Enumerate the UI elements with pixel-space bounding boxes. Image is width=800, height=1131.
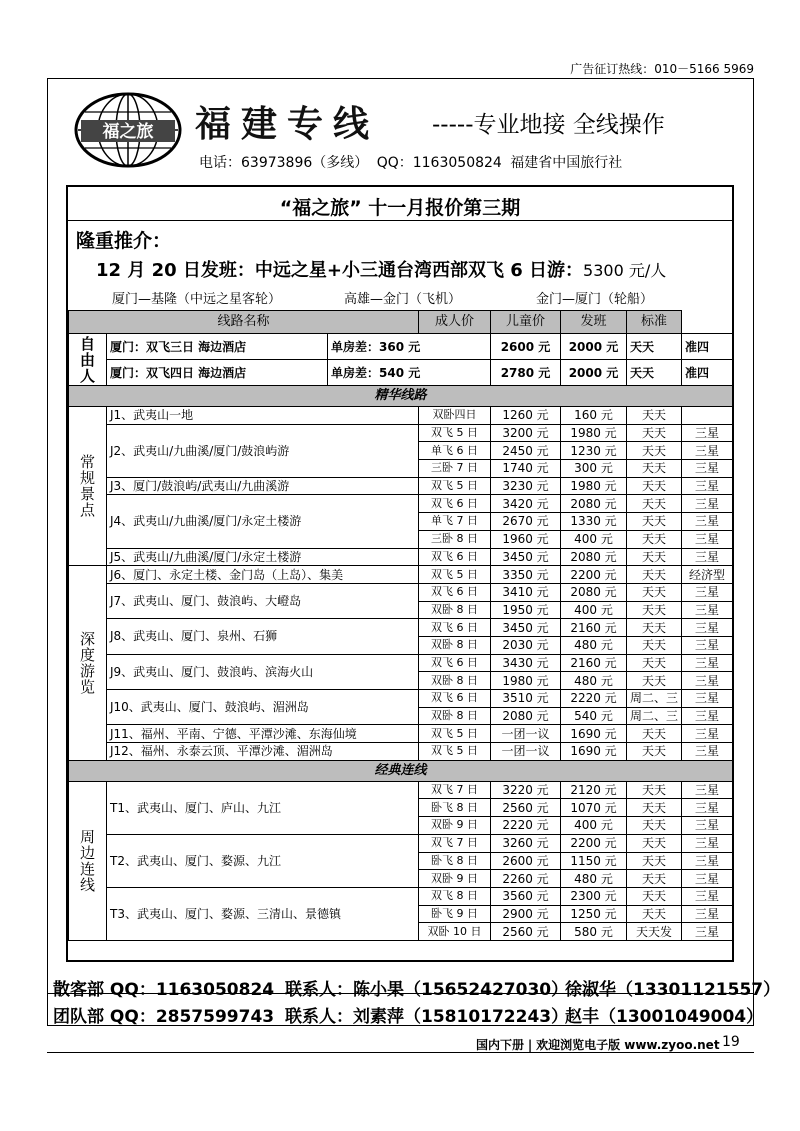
departure: 周二、三 — [627, 707, 682, 725]
departure: 天天 — [627, 905, 682, 923]
route-name: J8、武夷山、厦门、泉州、石狮 — [107, 619, 419, 654]
table-row — [69, 548, 733, 566]
category-cell — [69, 781, 107, 940]
departure: 天天 — [627, 334, 682, 360]
standard: 三星 — [682, 923, 733, 941]
standard: 准四 — [682, 334, 733, 360]
duration: 单飞 6 日 — [419, 442, 491, 460]
page-footer: 国内下册 | 欢迎浏览电子版 www.zyoo.net — [476, 1038, 720, 1052]
departure: 天天发 — [627, 923, 682, 941]
logo-text: 福之旅 — [102, 122, 154, 142]
adult-price: 3410 元 — [491, 583, 561, 601]
duration: 双飞 6 日 — [419, 548, 491, 566]
child-price: 160 元 — [561, 407, 627, 425]
child-price: 480 元 — [561, 636, 627, 654]
duration: 卧飞 8 日 — [419, 799, 491, 817]
table-row — [69, 583, 733, 601]
col-adult: 成人价 — [419, 311, 491, 334]
child-price: 2220 元 — [561, 690, 627, 708]
child-price: 2080 元 — [561, 583, 627, 601]
footer-section: 国内下册 — [476, 1038, 525, 1052]
adult-price: 一团一议 — [491, 725, 561, 743]
duration: 双飞 5 日 — [419, 725, 491, 743]
category-cell-label: 周边连线 — [79, 827, 95, 894]
adult-price: 2780 元 — [491, 360, 561, 386]
child-price: 400 元 — [561, 530, 627, 548]
promo-line — [96, 256, 666, 282]
col-dep: 发班 — [561, 311, 627, 334]
duration: 双卧四日 — [419, 407, 491, 425]
adult-price: 1950 元 — [491, 601, 561, 619]
duration: 单飞 7 日 — [419, 513, 491, 531]
departure: 天天 — [627, 548, 682, 566]
standard: 三星 — [682, 887, 733, 905]
child-price: 1230 元 — [561, 442, 627, 460]
child-price: 300 元 — [561, 460, 627, 478]
col-route: 线路名称 — [69, 311, 419, 334]
table-row — [69, 654, 733, 672]
duration: 双卧 9 日 — [419, 817, 491, 835]
standard: 准四 — [682, 360, 733, 386]
child-price: 400 元 — [561, 601, 627, 619]
child-price: 1980 元 — [561, 424, 627, 442]
table-row — [69, 360, 733, 386]
departure: 天天 — [627, 442, 682, 460]
route-name: J4、武夷山/九曲溪/厦门/永定土楼游 — [107, 495, 419, 548]
route-name: 厦门：双飞四日 海边酒店 — [107, 360, 328, 386]
room-supplement: 单房差：360 元 — [328, 334, 491, 360]
contact-line: 电话：63973896（多线） QQ：1163050824 福建省中国旅行社 — [199, 155, 623, 171]
departure: 天天 — [627, 583, 682, 601]
duration: 卧飞 9 日 — [419, 905, 491, 923]
header — [47, 78, 754, 178]
category-cell — [69, 566, 107, 761]
adult-price: 3450 元 — [491, 548, 561, 566]
standard: 三星 — [682, 495, 733, 513]
standard: 三星 — [682, 707, 733, 725]
standard: 三星 — [682, 817, 733, 835]
standard: 三星 — [682, 834, 733, 852]
group-contact: 联系人：刘素萍（15810172243） — [285, 1007, 569, 1027]
route-name: T2、武夷山、厦门、婺源、九江 — [107, 834, 419, 887]
route-name: J9、武夷山、厦门、鼓浪屿、滨海火山 — [107, 654, 419, 689]
table-row — [69, 725, 733, 743]
adult-price: 3260 元 — [491, 834, 561, 852]
adult-price: 一团一议 — [491, 743, 561, 761]
departure: 天天 — [627, 870, 682, 888]
departure: 天天 — [627, 781, 682, 799]
departure: 天天 — [627, 477, 682, 495]
child-price: 2080 元 — [561, 495, 627, 513]
route-name: 厦门：双飞三日 海边酒店 — [107, 334, 328, 360]
departure: 天天 — [627, 887, 682, 905]
departure: 天天 — [627, 672, 682, 690]
adult-price: 2260 元 — [491, 870, 561, 888]
promo-route: 厦门—基隆（中远之星客轮） — [112, 292, 282, 307]
retail-contact-row — [53, 975, 781, 1000]
promo-route: 高雄—金门（飞机） — [344, 292, 462, 307]
departure: 天天 — [627, 407, 682, 425]
section-row — [69, 386, 733, 407]
duration: 双飞 5 日 — [419, 566, 491, 584]
adult-price: 3220 元 — [491, 781, 561, 799]
departure: 天天 — [627, 513, 682, 531]
footer-slogan: 欢迎浏览电子版 www.zyoo.net — [536, 1038, 720, 1052]
standard: 三星 — [682, 870, 733, 888]
section-row — [69, 760, 733, 781]
category-cell-label: 自由人 — [79, 334, 95, 385]
adult-price: 2670 元 — [491, 513, 561, 531]
child-price: 1070 元 — [561, 799, 627, 817]
table-row — [69, 407, 733, 425]
brand-name: 福建专线 — [195, 104, 380, 145]
route-name: J12、福州、永泰云顶、平潭沙滩、湄洲岛 — [107, 743, 419, 761]
child-price: 2000 元 — [561, 360, 627, 386]
standard: 三星 — [682, 460, 733, 478]
standard: 三星 — [682, 619, 733, 637]
table-row — [69, 781, 733, 799]
departure: 天天 — [627, 654, 682, 672]
globe-logo-icon — [73, 92, 183, 168]
group-qq: 团队部 QQ：2857599743 — [53, 1007, 275, 1027]
standard: 三星 — [682, 690, 733, 708]
departure: 天天 — [627, 460, 682, 478]
standard: 三星 — [682, 477, 733, 495]
retail-qq: 散客部 QQ：1163050824 — [53, 980, 275, 1000]
child-price: 2120 元 — [561, 781, 627, 799]
table-row — [69, 690, 733, 708]
promo-route: 金门—厦门（轮船） — [536, 292, 654, 307]
child-price: 2200 元 — [561, 566, 627, 584]
section-title: 经典连线 — [69, 760, 733, 781]
child-price: 1690 元 — [561, 743, 627, 761]
child-price: 480 元 — [561, 870, 627, 888]
child-price: 1690 元 — [561, 725, 627, 743]
adult-price: 2600 元 — [491, 334, 561, 360]
table-row — [69, 477, 733, 495]
standard: 三星 — [682, 513, 733, 531]
table-row — [69, 743, 733, 761]
ad-hotline: 广告征订热线：010－5166 5969 — [570, 62, 754, 76]
adult-price: 1960 元 — [491, 530, 561, 548]
adult-price: 3420 元 — [491, 495, 561, 513]
departure: 天天 — [627, 495, 682, 513]
duration: 双卧 8 日 — [419, 636, 491, 654]
standard: 三星 — [682, 781, 733, 799]
standard: 三星 — [682, 442, 733, 460]
child-price: 540 元 — [561, 707, 627, 725]
departure: 周二、三 — [627, 690, 682, 708]
table-row — [69, 834, 733, 852]
table-row — [69, 495, 733, 513]
col-std: 标准 — [627, 311, 682, 334]
adult-price: 3230 元 — [491, 477, 561, 495]
departure: 天天 — [627, 834, 682, 852]
duration: 双飞 6 日 — [419, 495, 491, 513]
child-price: 580 元 — [561, 923, 627, 941]
duration: 双卧 9 日 — [419, 870, 491, 888]
duration: 双卧 8 日 — [419, 601, 491, 619]
standard: 三星 — [682, 743, 733, 761]
duration: 双飞 5 日 — [419, 424, 491, 442]
page-number: 19 — [722, 1034, 740, 1050]
departure: 天天 — [627, 725, 682, 743]
child-price: 1330 元 — [561, 513, 627, 531]
retail-contact-2: 徐淑华（13301121557） — [565, 980, 781, 1000]
standard: 三星 — [682, 672, 733, 690]
child-price: 1150 元 — [561, 852, 627, 870]
price-box — [66, 185, 734, 962]
table-row — [69, 334, 733, 360]
standard: 三星 — [682, 725, 733, 743]
child-price: 2160 元 — [561, 619, 627, 637]
adult-price: 2080 元 — [491, 707, 561, 725]
duration: 双飞 5 日 — [419, 743, 491, 761]
table-row — [69, 424, 733, 442]
child-price: 400 元 — [561, 817, 627, 835]
adult-price: 3350 元 — [491, 566, 561, 584]
table-row — [69, 887, 733, 905]
brand-slogan: -----专业地接 全线操作 — [432, 112, 665, 138]
adult-price: 2560 元 — [491, 923, 561, 941]
category-cell-label: 常规景点 — [79, 453, 95, 520]
departure: 天天 — [627, 601, 682, 619]
adult-price: 3560 元 — [491, 887, 561, 905]
adult-price: 3430 元 — [491, 654, 561, 672]
duration: 三卧 8 日 — [419, 530, 491, 548]
route-name: T1、武夷山、厦门、庐山、九江 — [107, 781, 419, 834]
route-name: J1、武夷山一地 — [107, 407, 419, 425]
child-price: 1980 元 — [561, 477, 627, 495]
route-name: J11、福州、平南、宁德、平潭沙滩、东海仙境 — [107, 725, 419, 743]
adult-price: 2450 元 — [491, 442, 561, 460]
standard — [682, 407, 733, 425]
child-price: 2160 元 — [561, 654, 627, 672]
table-header — [69, 311, 733, 334]
adult-price: 2600 元 — [491, 852, 561, 870]
departure: 天天 — [627, 852, 682, 870]
departure: 天天 — [627, 360, 682, 386]
standard: 三星 — [682, 852, 733, 870]
adult-price: 2560 元 — [491, 799, 561, 817]
standard: 三星 — [682, 905, 733, 923]
departure: 天天 — [627, 619, 682, 637]
departure: 天天 — [627, 743, 682, 761]
duration: 双飞 5 日 — [419, 477, 491, 495]
duration: 双飞 6 日 — [419, 654, 491, 672]
route-name: J2、武夷山/九曲溪/厦门/鼓浪屿游 — [107, 424, 419, 477]
adult-price: 3510 元 — [491, 690, 561, 708]
promo-text: 12 月 20 日发班：中远之星+小三通台湾西部双飞 6 日游： — [96, 260, 584, 281]
room-supplement: 单房差：540 元 — [328, 360, 491, 386]
category-cell — [69, 407, 107, 566]
table-row — [69, 619, 733, 637]
duration: 双飞 7 日 — [419, 781, 491, 799]
standard: 经济型 — [682, 566, 733, 584]
table-row — [69, 566, 733, 584]
route-name: J7、武夷山、厦门、鼓浪屿、大嶝岛 — [107, 583, 419, 618]
route-name: J3、厦门/鼓浪屿/武夷山/九曲溪游 — [107, 477, 419, 495]
duration: 双卧 10 日 — [419, 923, 491, 941]
price-table — [68, 310, 733, 941]
standard: 三星 — [682, 424, 733, 442]
standard: 三星 — [682, 601, 733, 619]
child-price: 2300 元 — [561, 887, 627, 905]
section-title: 精华线路 — [69, 386, 733, 407]
standard: 三星 — [682, 548, 733, 566]
duration: 双飞 6 日 — [419, 583, 491, 601]
duration: 双飞 6 日 — [419, 690, 491, 708]
route-name: T3、武夷山、厦门、婺源、三清山、景德镇 — [107, 887, 419, 940]
standard: 三星 — [682, 530, 733, 548]
retail-contact: 联系人：陈小果（15652427030） — [285, 980, 569, 1000]
child-price: 2200 元 — [561, 834, 627, 852]
duration: 双飞 6 日 — [419, 619, 491, 637]
adult-price: 1260 元 — [491, 407, 561, 425]
adult-price: 2900 元 — [491, 905, 561, 923]
duration: 双飞 7 日 — [419, 834, 491, 852]
child-price: 1250 元 — [561, 905, 627, 923]
standard: 三星 — [682, 654, 733, 672]
standard: 三星 — [682, 583, 733, 601]
route-name: J5、武夷山/九曲溪/厦门/永定土楼游 — [107, 548, 419, 566]
title-divider — [68, 220, 732, 221]
departure: 天天 — [627, 636, 682, 654]
duration: 双卧 8 日 — [419, 707, 491, 725]
footer-divider — [47, 993, 754, 994]
duration: 三卧 7 日 — [419, 460, 491, 478]
departure: 天天 — [627, 530, 682, 548]
category-cell — [69, 334, 107, 386]
departure: 天天 — [627, 799, 682, 817]
departure: 天天 — [627, 424, 682, 442]
adult-price: 2220 元 — [491, 817, 561, 835]
category-cell-label: 深度游览 — [79, 629, 95, 696]
adult-price: 2030 元 — [491, 636, 561, 654]
duration: 双飞 8 日 — [419, 887, 491, 905]
route-name: J10、武夷山、厦门、鼓浪屿、湄洲岛 — [107, 690, 419, 725]
route-name: J6、厦门、永定土楼、金门岛（上岛）、集美 — [107, 566, 419, 584]
departure: 天天 — [627, 566, 682, 584]
adult-price: 3200 元 — [491, 424, 561, 442]
child-price: 2080 元 — [561, 548, 627, 566]
col-child: 儿童价 — [491, 311, 561, 334]
duration: 双卧 8 日 — [419, 672, 491, 690]
duration: 卧飞 8 日 — [419, 852, 491, 870]
promo-price: 5300 元/人 — [583, 261, 667, 280]
standard: 三星 — [682, 636, 733, 654]
page-title: “福之旅” 十一月报价第三期 — [279, 197, 521, 219]
standard: 三星 — [682, 799, 733, 817]
group-contact-row — [53, 1002, 764, 1027]
departure: 天天 — [627, 817, 682, 835]
child-price: 480 元 — [561, 672, 627, 690]
promo-label: 隆重推介： — [76, 230, 172, 252]
child-price: 2000 元 — [561, 334, 627, 360]
group-contact-2: 赵丰（13001049004） — [565, 1007, 764, 1027]
adult-price: 1740 元 — [491, 460, 561, 478]
adult-price: 1980 元 — [491, 672, 561, 690]
adult-price: 3450 元 — [491, 619, 561, 637]
